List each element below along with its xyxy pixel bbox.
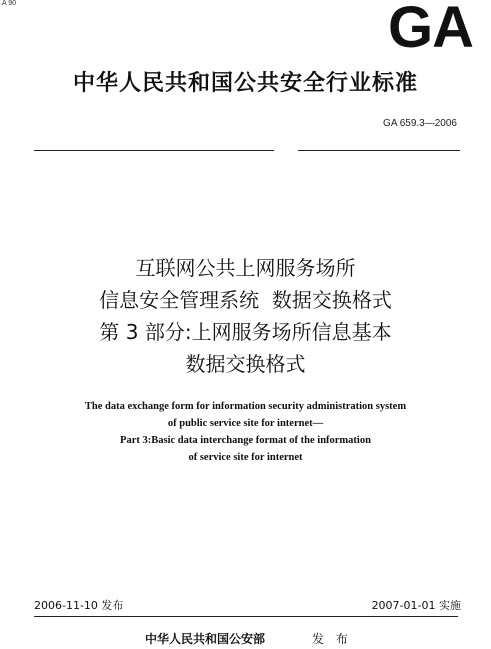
header-rule-right [298, 150, 460, 151]
standard-number: GA 659.3—2006 [383, 118, 457, 129]
implement-date: 2007-01-01 实施 [371, 599, 461, 612]
ics-code: A 90 [2, 0, 17, 7]
cn-title-line: 信息安全管理系统 数据交换格式 [99, 288, 392, 312]
en-title-line: The data exchange form for information security administration system [84, 401, 407, 412]
cn-title-line: 第 3 部分:上网服务场所信息基本 [99, 320, 392, 344]
cn-title-line: 数据交换格式 [185, 352, 306, 376]
en-title-line: of public service site for internet— [167, 418, 324, 429]
footer-rule [34, 616, 458, 617]
standard-title: 中华人民共和国公共安全行业标准 [72, 71, 418, 96]
ga-logo: GA [388, 0, 473, 60]
issued-label: 发 布 [312, 632, 352, 646]
cn-title-line: 互联网公共上网服务场所 [135, 256, 356, 280]
issue-date: 2006-11-10 发布 [34, 599, 124, 612]
en-title-line: of service site for internet [188, 452, 303, 463]
header-rule-left [34, 150, 274, 151]
issuer-name: 中华人民共和国公安部 [145, 632, 266, 646]
en-title-line: Part 3:Basic data interchange format of the information [120, 435, 371, 446]
